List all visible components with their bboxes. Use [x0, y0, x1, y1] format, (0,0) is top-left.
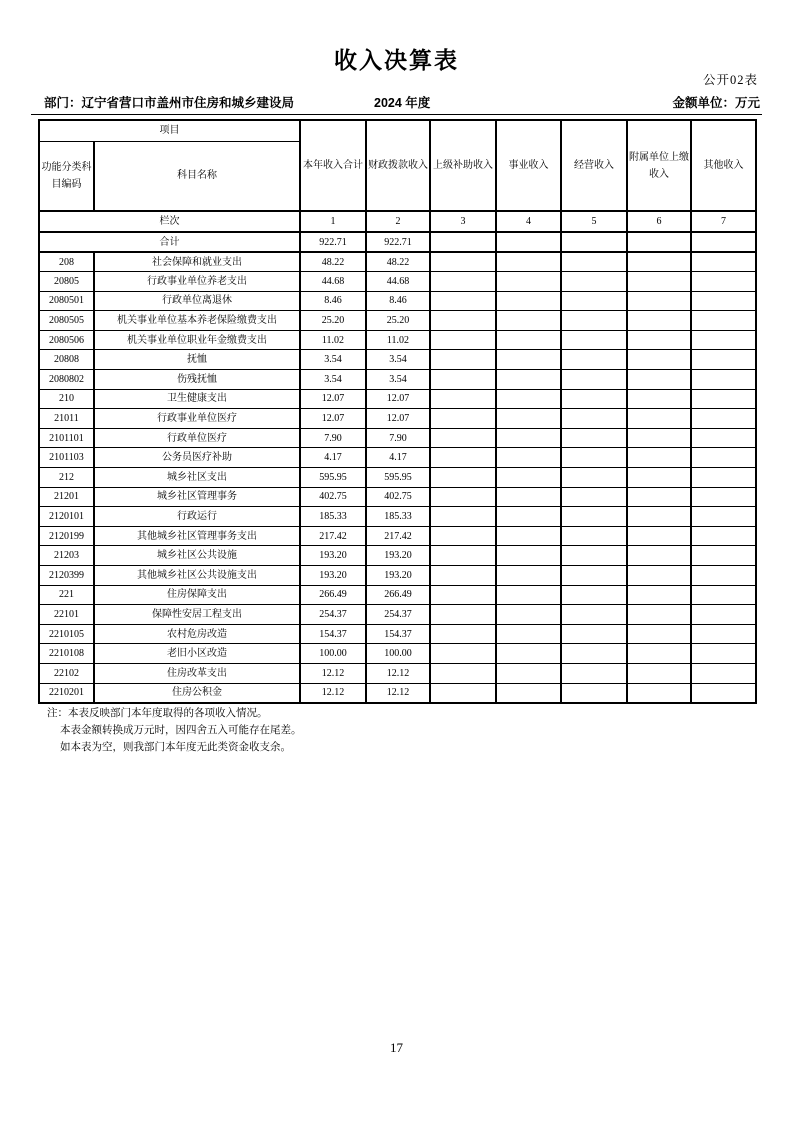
table-row — [39, 624, 756, 644]
note-line-1: 注：本表反映部门本年度取得的各项收入情况。 — [47, 708, 268, 719]
row-value: 8.46 — [366, 291, 430, 311]
row-subject-name: 住房公积金 — [94, 683, 300, 703]
row-value — [430, 566, 496, 586]
row-function-code: 21011 — [39, 409, 94, 429]
row-value: 12.12 — [300, 683, 366, 703]
row-subject-name: 老旧小区改造 — [94, 644, 300, 664]
lane-label: 栏次 — [39, 211, 300, 232]
row-value — [627, 409, 691, 429]
row-value — [561, 330, 627, 350]
table-row — [39, 311, 756, 331]
row-value — [430, 546, 496, 566]
row-value — [561, 526, 627, 546]
total-row-value — [496, 232, 561, 252]
row-value — [496, 370, 561, 390]
total-row-value: 922.71 — [300, 232, 366, 252]
row-value — [430, 252, 496, 272]
row-value — [430, 663, 496, 683]
row-subject-name: 其他城乡社区公共设施支出 — [94, 566, 300, 586]
row-value — [691, 605, 756, 625]
row-subject-name: 城乡社区支出 — [94, 468, 300, 488]
row-value — [430, 350, 496, 370]
lane-number-4: 4 — [496, 211, 561, 232]
row-function-code: 2210108 — [39, 644, 94, 664]
row-value — [430, 330, 496, 350]
total-row-value — [627, 232, 691, 252]
row-value — [691, 663, 756, 683]
row-function-code: 2120101 — [39, 507, 94, 527]
col-header-total-income: 本年收入合计 — [300, 120, 366, 211]
row-value — [691, 330, 756, 350]
amount-unit-label: 金额单位：万元 — [672, 96, 760, 110]
row-value — [691, 448, 756, 468]
row-function-code: 22102 — [39, 663, 94, 683]
row-subject-name: 公务员医疗补助 — [94, 448, 300, 468]
row-value: 266.49 — [300, 585, 366, 605]
row-value — [627, 370, 691, 390]
row-function-code: 2101101 — [39, 428, 94, 448]
table-code-label: 公开02表 — [702, 73, 758, 87]
row-function-code: 208 — [39, 252, 94, 272]
row-value — [691, 546, 756, 566]
table-row — [39, 428, 756, 448]
row-value — [627, 350, 691, 370]
row-value: 254.37 — [300, 605, 366, 625]
row-value: 8.46 — [300, 291, 366, 311]
row-value — [561, 663, 627, 683]
row-value — [496, 468, 561, 488]
row-function-code: 2101103 — [39, 448, 94, 468]
row-value: 217.42 — [300, 526, 366, 546]
row-value: 12.07 — [366, 389, 430, 409]
table-row — [39, 350, 756, 370]
meta-underline — [31, 114, 762, 115]
row-value: 595.95 — [366, 468, 430, 488]
row-value — [430, 409, 496, 429]
row-value — [561, 566, 627, 586]
row-subject-name: 城乡社区公共设施 — [94, 546, 300, 566]
row-value — [691, 624, 756, 644]
row-subject-name: 机关事业单位职业年金缴费支出 — [94, 330, 300, 350]
row-value — [561, 370, 627, 390]
row-value — [430, 526, 496, 546]
row-function-code: 2210105 — [39, 624, 94, 644]
row-subject-name: 其他城乡社区管理事务支出 — [94, 526, 300, 546]
row-value — [691, 428, 756, 448]
row-function-code: 21203 — [39, 546, 94, 566]
row-value — [496, 507, 561, 527]
col-header-subject-name: 科目名称 — [94, 141, 300, 211]
row-value — [691, 566, 756, 586]
row-value — [561, 683, 627, 703]
row-value — [627, 448, 691, 468]
row-value — [496, 605, 561, 625]
row-value — [561, 507, 627, 527]
row-value — [691, 526, 756, 546]
row-value — [627, 546, 691, 566]
row-subject-name: 行政单位医疗 — [94, 428, 300, 448]
row-value — [561, 644, 627, 664]
row-function-code: 2120399 — [39, 566, 94, 586]
row-subject-name: 伤残抚恤 — [94, 370, 300, 390]
row-subject-name: 抚恤 — [94, 350, 300, 370]
table-row — [39, 487, 756, 507]
table-row — [39, 663, 756, 683]
row-function-code: 210 — [39, 389, 94, 409]
row-value — [561, 409, 627, 429]
row-value: 12.07 — [366, 409, 430, 429]
total-row-value — [430, 232, 496, 252]
row-value: 185.33 — [300, 507, 366, 527]
col-header-fiscal-appropriation: 财政拨款收入 — [366, 120, 430, 211]
row-value — [627, 389, 691, 409]
row-value: 48.22 — [300, 252, 366, 272]
row-value — [561, 291, 627, 311]
row-value — [430, 507, 496, 527]
row-value — [691, 644, 756, 664]
row-value: 266.49 — [366, 585, 430, 605]
note-line-3: 如本表为空，则我部门本年度无此类资金收支余。 — [60, 742, 291, 753]
row-value — [561, 448, 627, 468]
row-value: 254.37 — [366, 605, 430, 625]
table-row — [39, 566, 756, 586]
row-value — [496, 272, 561, 292]
row-value — [627, 311, 691, 331]
row-value: 193.20 — [366, 546, 430, 566]
row-value — [430, 370, 496, 390]
row-value — [561, 487, 627, 507]
row-value — [627, 252, 691, 272]
total-row — [39, 232, 756, 252]
row-value — [691, 683, 756, 703]
header-project-row — [39, 120, 756, 141]
row-value — [496, 448, 561, 468]
row-value — [691, 389, 756, 409]
table-row — [39, 644, 756, 664]
row-function-code: 2120199 — [39, 526, 94, 546]
row-value — [561, 428, 627, 448]
row-function-code: 22101 — [39, 605, 94, 625]
col-header-operational-income: 事业收入 — [496, 120, 561, 211]
row-value — [430, 487, 496, 507]
row-value: 25.20 — [300, 311, 366, 331]
row-value — [430, 605, 496, 625]
lane-number-3: 3 — [430, 211, 496, 232]
col-header-other-income: 其他收入 — [691, 120, 756, 211]
table-row — [39, 370, 756, 390]
row-subject-name: 行政运行 — [94, 507, 300, 527]
row-value: 12.12 — [366, 663, 430, 683]
row-value — [561, 389, 627, 409]
row-value — [691, 311, 756, 331]
row-value — [627, 507, 691, 527]
row-value — [496, 409, 561, 429]
table-row — [39, 526, 756, 546]
row-subject-name: 机关事业单位基本养老保险缴费支出 — [94, 311, 300, 331]
row-value — [627, 291, 691, 311]
row-subject-name: 住房改革支出 — [94, 663, 300, 683]
table-row — [39, 291, 756, 311]
row-value — [627, 487, 691, 507]
row-function-code: 20805 — [39, 272, 94, 292]
col-header-business-income: 经营收入 — [561, 120, 627, 211]
row-value — [496, 291, 561, 311]
row-function-code: 2210201 — [39, 683, 94, 703]
row-value: 193.20 — [366, 566, 430, 586]
total-row-label: 合计 — [39, 232, 300, 252]
row-value — [430, 291, 496, 311]
row-value — [496, 428, 561, 448]
row-value — [496, 585, 561, 605]
row-value — [496, 546, 561, 566]
row-value: 217.42 — [366, 526, 430, 546]
row-value — [430, 683, 496, 703]
table-row — [39, 683, 756, 703]
row-value: 3.54 — [300, 370, 366, 390]
row-value — [430, 389, 496, 409]
row-value: 100.00 — [366, 644, 430, 664]
table-row — [39, 605, 756, 625]
row-value — [496, 644, 561, 664]
row-value: 44.68 — [366, 272, 430, 292]
table-row — [39, 585, 756, 605]
row-value: 12.12 — [366, 683, 430, 703]
row-value: 185.33 — [366, 507, 430, 527]
row-subject-name: 行政事业单位养老支出 — [94, 272, 300, 292]
row-value: 100.00 — [300, 644, 366, 664]
table-row — [39, 330, 756, 350]
lane-number-row — [39, 211, 756, 232]
total-row-value — [691, 232, 756, 252]
row-value — [691, 585, 756, 605]
row-subject-name: 住房保障支出 — [94, 585, 300, 605]
row-value — [561, 311, 627, 331]
row-value: 193.20 — [300, 566, 366, 586]
lane-number-1: 1 — [300, 211, 366, 232]
row-value — [430, 624, 496, 644]
table-row — [39, 448, 756, 468]
row-value — [627, 428, 691, 448]
table-row — [39, 409, 756, 429]
row-value: 595.95 — [300, 468, 366, 488]
department-label: 部门：辽宁省营口市盖州市住房和城乡建设局 — [44, 96, 295, 110]
table-row — [39, 272, 756, 292]
row-value: 12.07 — [300, 389, 366, 409]
row-function-code: 2080506 — [39, 330, 94, 350]
table-row — [39, 252, 756, 272]
row-value — [561, 252, 627, 272]
page-title: 收入决算表 — [334, 47, 459, 73]
row-value — [496, 526, 561, 546]
row-value — [561, 624, 627, 644]
total-row-value — [561, 232, 627, 252]
row-value — [627, 624, 691, 644]
row-subject-name: 行政事业单位医疗 — [94, 409, 300, 429]
row-value — [496, 683, 561, 703]
row-value: 48.22 — [366, 252, 430, 272]
row-value — [691, 252, 756, 272]
row-value — [691, 409, 756, 429]
col-header-project: 项目 — [39, 120, 300, 141]
row-function-code: 21201 — [39, 487, 94, 507]
row-value — [561, 585, 627, 605]
col-header-superior-subsidy: 上级补助收入 — [430, 120, 496, 211]
row-subject-name: 社会保障和就业支出 — [94, 252, 300, 272]
row-value: 7.90 — [300, 428, 366, 448]
row-value — [627, 683, 691, 703]
row-value: 12.07 — [300, 409, 366, 429]
row-value: 402.75 — [300, 487, 366, 507]
row-value — [691, 507, 756, 527]
row-value — [627, 330, 691, 350]
row-value — [627, 585, 691, 605]
meta-row — [0, 94, 793, 114]
row-value: 3.54 — [366, 350, 430, 370]
row-value: 11.02 — [366, 330, 430, 350]
row-value: 4.17 — [300, 448, 366, 468]
row-value — [430, 585, 496, 605]
row-value — [496, 663, 561, 683]
col-header-function-code: 功能分类科目编码 — [39, 141, 94, 211]
lane-number-6: 6 — [627, 211, 691, 232]
footnotes — [47, 705, 607, 756]
row-value — [561, 468, 627, 488]
row-value: 7.90 — [366, 428, 430, 448]
row-value: 11.02 — [300, 330, 366, 350]
table-row — [39, 546, 756, 566]
row-subject-name: 城乡社区管理事务 — [94, 487, 300, 507]
row-value — [691, 370, 756, 390]
row-value: 12.12 — [300, 663, 366, 683]
page-number: 17 — [390, 1040, 403, 1055]
fiscal-year-label: 2024 年度 — [374, 96, 431, 110]
row-subject-name: 农村危房改造 — [94, 624, 300, 644]
row-function-code: 2080505 — [39, 311, 94, 331]
row-value: 193.20 — [300, 546, 366, 566]
row-value — [691, 291, 756, 311]
row-value — [627, 468, 691, 488]
row-value: 154.37 — [300, 624, 366, 644]
row-value: 4.17 — [366, 448, 430, 468]
row-value — [691, 487, 756, 507]
row-value — [496, 311, 561, 331]
row-value — [496, 624, 561, 644]
row-function-code: 221 — [39, 585, 94, 605]
note-line-2: 本表金额转换成万元时，因四舍五入可能存在尾差。 — [60, 725, 302, 736]
row-value — [496, 330, 561, 350]
row-value — [430, 468, 496, 488]
row-value: 25.20 — [366, 311, 430, 331]
row-value — [430, 272, 496, 292]
lane-number-5: 5 — [561, 211, 627, 232]
revenue-table — [38, 119, 757, 704]
lane-number-2: 2 — [366, 211, 430, 232]
table-row — [39, 389, 756, 409]
row-value — [691, 350, 756, 370]
row-value — [496, 252, 561, 272]
row-value — [430, 448, 496, 468]
row-value — [430, 644, 496, 664]
row-subject-name: 卫生健康支出 — [94, 389, 300, 409]
table-row — [39, 507, 756, 527]
row-subject-name: 保障性安居工程支出 — [94, 605, 300, 625]
row-value — [627, 644, 691, 664]
row-value — [496, 487, 561, 507]
row-function-code: 212 — [39, 468, 94, 488]
row-value — [496, 566, 561, 586]
row-value — [496, 350, 561, 370]
row-value: 402.75 — [366, 487, 430, 507]
lane-number-7: 7 — [691, 211, 756, 232]
row-function-code: 2080802 — [39, 370, 94, 390]
row-value — [430, 428, 496, 448]
row-value: 3.54 — [366, 370, 430, 390]
row-value: 154.37 — [366, 624, 430, 644]
row-value — [561, 350, 627, 370]
total-row-value: 922.71 — [366, 232, 430, 252]
row-function-code: 20808 — [39, 350, 94, 370]
row-value — [627, 272, 691, 292]
row-value — [561, 605, 627, 625]
row-value — [627, 663, 691, 683]
row-value — [496, 389, 561, 409]
row-value: 44.68 — [300, 272, 366, 292]
table-row — [39, 468, 756, 488]
row-value — [627, 566, 691, 586]
row-value: 3.54 — [300, 350, 366, 370]
row-value — [627, 605, 691, 625]
row-value — [691, 468, 756, 488]
col-header-affiliate-remittance: 附属单位上缴收入 — [627, 120, 691, 211]
row-value — [561, 272, 627, 292]
row-value — [691, 272, 756, 292]
row-value — [430, 311, 496, 331]
row-value — [561, 546, 627, 566]
row-subject-name: 行政单位离退休 — [94, 291, 300, 311]
row-value — [627, 526, 691, 546]
row-function-code: 2080501 — [39, 291, 94, 311]
